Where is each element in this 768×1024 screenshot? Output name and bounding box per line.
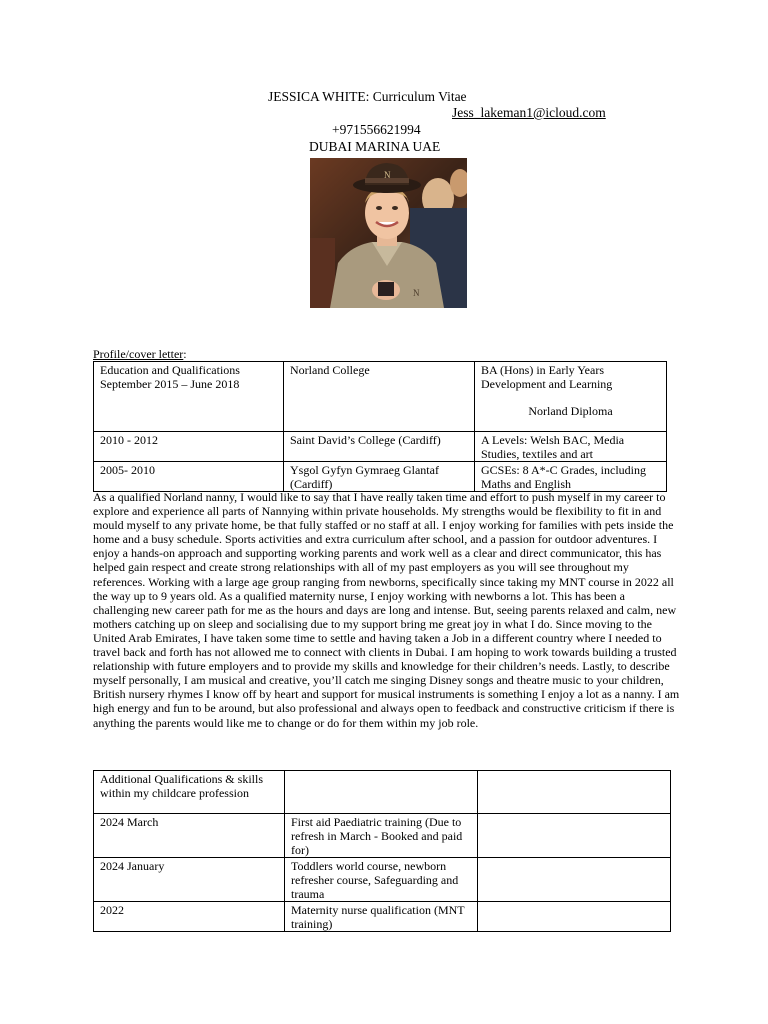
- education-table: [93, 361, 667, 492]
- empty-cell: [285, 771, 478, 814]
- profile-paragraph: As a qualified Norland nanny, I would like to say that I have really taken time and effort to push myself in my career to explore and experience all parts of Nannying within private households. My strengths would be flexibility to fit in and mould myself to any private home, be that fully staffed or no staff at all. I enjoy working for families with pets inside the home and a busy schedule. Sports activities and extra curriculum after school, and a passion for outdoor adventures. I enjoy a hands-on approach and supporting working parents and work well as a clear and direct communicator, this has helped gain respect and create strong relationships with all of my past employers as you will see throughout my references. Working with a large age group ranging from newborns, specifically since taking my MNT course in 2022 all the way up to 9 years old. As a qualified maternity nurse, I enjoy working with newborns a lot. This has been a challenging new career path for me as the hours and days are long and intense. But, seeing parents relaxed and calm, new mothers catching up on sleep and socialising due to my support bring me great joy in what I do. Since moving to the United Arab Emirates, I have taken some time to settle and having taken a Job in a different country where I needed to travel back and forth has not allowed me to connect with clients in Dubai. I am hoping to work towards building a trusted relationship with future employers and to provide my skills and knowledge for their children’s needs. Lastly, to describe myself personally, I am musical and creative, you’ll catch me singing Disney songs and theatre music to your children, British nursery rhymes I know off by heart and support for musical instruments is something I enjoy a lot as a nanny. I am high energy and fun to be around, but also professional and always open to feedback and constructive criticism if there is anything the parents would like me to change or do for them within my job role.: [93, 490, 680, 730]
- empty-cell: [478, 902, 671, 932]
- cv-title: JESSICA WHITE: Curriculum Vitae: [268, 89, 467, 104]
- empty-cell: [478, 858, 671, 902]
- education-institution: Ysgol Gyfyn Gymraeg Glantaf (Cardiff): [284, 462, 475, 492]
- education-qualification: GCSEs: 8 A*-C Grades, including Maths and English: [475, 462, 667, 492]
- phone-number: +971556621994: [332, 122, 421, 137]
- profile-heading-colon: :: [183, 347, 187, 361]
- location: DUBAI MARINA UAE: [309, 139, 441, 154]
- skill-detail: Maternity nurse qualification (MNT training): [285, 902, 478, 932]
- education-diploma: Norland Diploma: [528, 404, 613, 418]
- svg-text:N: N: [413, 288, 420, 298]
- education-qualification: BA (Hons) in Early Years Development and Learning: [481, 363, 613, 391]
- empty-cell: [478, 814, 671, 858]
- email-link[interactable]: Jess_lakeman1@icloud.com: [452, 105, 606, 120]
- education-institution: Norland College: [284, 362, 475, 432]
- education-period: 2005- 2010: [94, 462, 284, 492]
- table-row: [94, 771, 671, 814]
- table-row: [94, 858, 671, 902]
- skill-date: 2024 March: [94, 814, 285, 858]
- skill-date: 2022: [94, 902, 285, 932]
- skill-detail: Toddlers world course, newborn refresher course, Safeguarding and trauma: [285, 858, 478, 902]
- education-qualification-cell: [475, 362, 667, 432]
- education-header-label: Education and Qualifications: [100, 363, 240, 377]
- table-row: [94, 462, 667, 492]
- table-row: [94, 902, 671, 932]
- skill-detail: First aid Paediatric training (Due to refresh in March - Booked and paid for): [285, 814, 478, 858]
- skills-table: [93, 770, 671, 932]
- profile-heading: [93, 347, 187, 362]
- svg-text:N: N: [384, 170, 391, 180]
- empty-cell: [478, 771, 671, 814]
- table-row: [94, 362, 667, 432]
- profile-photo: [310, 158, 467, 308]
- profile-heading-text: Profile/cover letter: [93, 347, 184, 361]
- education-period-cell: [94, 362, 284, 432]
- education-institution: Saint David’s College (Cardiff): [284, 432, 475, 462]
- education-qualification: A Levels: Welsh BAC, Media Studies, textiles and art: [475, 432, 667, 462]
- table-row: [94, 432, 667, 462]
- skill-date: 2024 January: [94, 858, 285, 902]
- education-period: 2010 - 2012: [94, 432, 284, 462]
- education-period: September 2015 – June 2018: [100, 377, 240, 391]
- table-row: [94, 814, 671, 858]
- skills-header: Additional Qualifications & skills within my childcare profession: [94, 771, 285, 814]
